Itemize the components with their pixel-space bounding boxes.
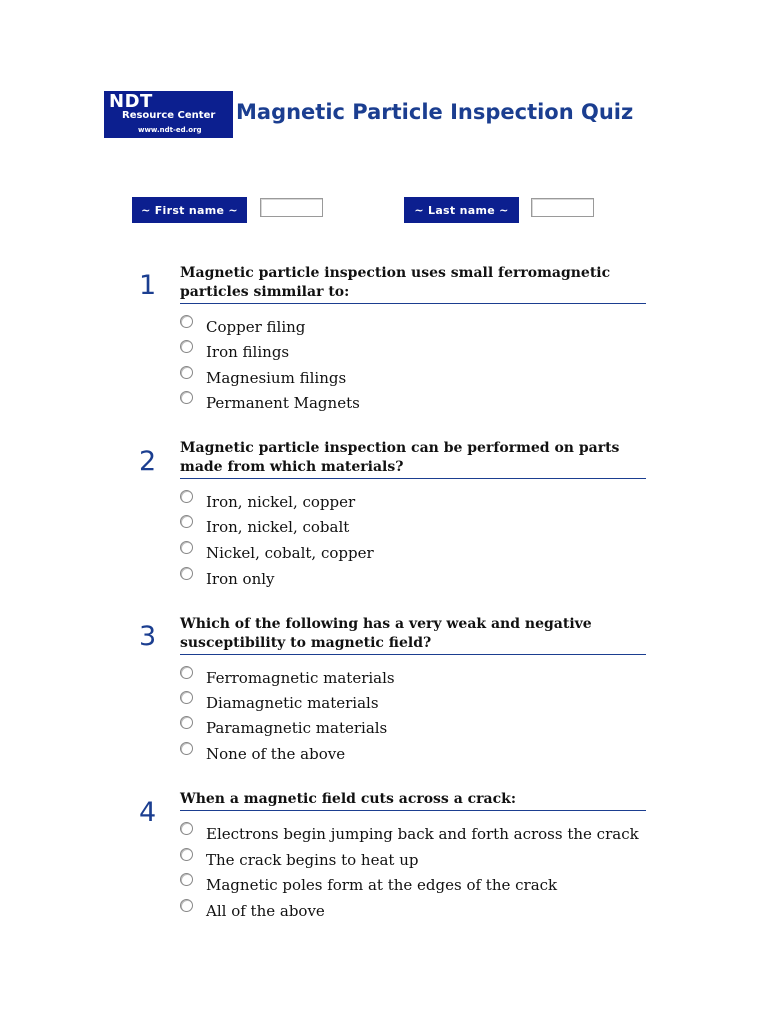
ndt-logo	[104, 91, 233, 138]
radio-button-icon[interactable]	[180, 567, 193, 580]
radio-button-icon[interactable]	[180, 515, 193, 528]
radio-button-icon[interactable]	[180, 541, 193, 554]
option-label: Diamagnetic materials	[206, 694, 379, 712]
radio-button-icon[interactable]	[180, 873, 193, 886]
last-name-input[interactable]	[531, 198, 594, 217]
logo-ndt-text: NDT	[109, 91, 153, 112]
question-number-1: 1	[139, 270, 157, 301]
radio-button-icon[interactable]	[180, 666, 193, 679]
radio-button-icon[interactable]	[180, 716, 193, 729]
option-label: Iron only	[206, 570, 275, 588]
last-name-label: ~ Last name ~	[404, 197, 519, 223]
option-label: Iron filings	[206, 343, 290, 361]
question-number-4: 4	[139, 797, 157, 828]
option-label: None of the above	[206, 745, 346, 763]
question-number-3: 3	[139, 621, 157, 652]
option-label: Paramagnetic materials	[206, 719, 388, 737]
first-name-label: ~ First name ~	[132, 197, 247, 223]
question-text-4: When a magnetic field cuts across a crack:	[180, 790, 646, 811]
radio-button-icon[interactable]	[180, 848, 193, 861]
option-label: Ferromagnetic materials	[206, 669, 395, 687]
page-title: Magnetic Particle Inspection Quiz	[236, 100, 634, 124]
option-label: Magnesium filings	[206, 369, 347, 387]
option-label: All of the above	[206, 902, 325, 920]
radio-button-icon[interactable]	[180, 340, 193, 353]
question-text-2: Magnetic particle inspection can be performed on parts made from which materials?	[180, 439, 646, 479]
question-text-1: Magnetic particle inspection uses small ferromagnetic particles simmilar to:	[180, 264, 646, 304]
option-label: Magnetic poles form at the edges of the crack	[206, 876, 558, 894]
radio-button-icon[interactable]	[180, 490, 193, 503]
radio-button-icon[interactable]	[180, 391, 193, 404]
logo-resource-center-text: Resource Center	[122, 110, 216, 121]
option-label: Copper filing	[206, 318, 306, 336]
logo-url-text: www.ndt-ed.org	[138, 126, 202, 134]
option-label: Nickel, cobalt, copper	[206, 544, 374, 562]
option-label: Permanent Magnets	[206, 394, 360, 412]
question-text-3: Which of the following has a very weak and negative susceptibility to magnetic field?	[180, 615, 646, 655]
option-label: Iron, nickel, copper	[206, 493, 356, 511]
question-number-2: 2	[139, 446, 157, 477]
option-label: The crack begins to heat up	[206, 851, 419, 869]
radio-button-icon[interactable]	[180, 691, 193, 704]
radio-button-icon[interactable]	[180, 366, 193, 379]
radio-button-icon[interactable]	[180, 315, 193, 328]
option-label: Electrons begin jumping back and forth across the crack	[206, 825, 639, 843]
radio-button-icon[interactable]	[180, 899, 193, 912]
radio-button-icon[interactable]	[180, 742, 193, 755]
option-label: Iron, nickel, cobalt	[206, 518, 350, 536]
first-name-input[interactable]	[260, 198, 323, 217]
radio-button-icon[interactable]	[180, 822, 193, 835]
